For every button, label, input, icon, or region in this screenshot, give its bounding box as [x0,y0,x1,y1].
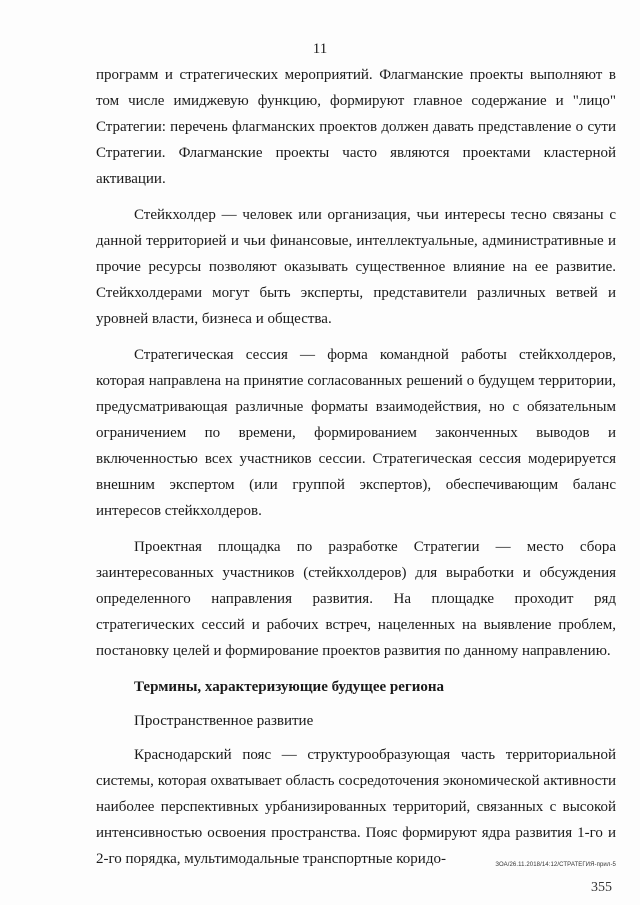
paragraph-flagship-projects: программ и стратегических мероприятий. Флагманские проекты выполняют в том числе имиджевую функцию, формируют главное содержание и "лицо" Стратегии: перечень флагманских проектов должен давать представление о сути Стратегии. Флагманские проекты часто являются проектами кластерной активации. [96,67,616,187]
page-number: 11 [312,41,328,57]
paragraph-krasnodar-belt: Краснодарский пояс — структурообразующая часть территориальной системы, которая охватывает область сосредоточения экономической активности наиболее перспективных урбанизированных территорий, связанных с высокой интенсивностью освоения пространства. Пояс формируют ядра развития 1-го и 2-го порядка, мультимодальные транспортные коридо- [96,747,616,867]
section-heading: Термины, характеризующие будущее региона [134,679,445,695]
footer-document-code: ЗОА/26.11.2018/14:12/СТРАТЕГИЯ-прил-5 [495,862,616,868]
section-subheading: Пространственное развитие [134,713,314,729]
handwritten-page-stamp: 355 [591,880,612,895]
document-body [96,62,616,882]
paragraph-project-platform: Проектная площадка по разработке Стратегии — место сбора заинтересованных участников (стейкхолдеров) для выработки и обсуждения определенного направления развития. На площадке проходит ряд стратегических сессий и рабочих встреч, нацеленных на выявление проблем, постановку целей и формирование проектов развития по данному направлению. [96,539,616,659]
paragraph-stakeholder: Стейкхолдер — человек или организация, чьи интересы тесно связаны с данной территорией и чьи финансовые, интеллектуальные, административные и прочие ресурсы позволяют оказывать существенное влияние на ее развитие. Стейкхолдерами могут быть эксперты, представители различных ветвей и уровней власти, бизнеса и общества. [96,207,616,327]
paragraph-strategic-session: Стратегическая сессия — форма командной работы стейкхолдеров, которая направлена на принятие согласованных решений о будущем территории, предусматривающая различные форматы взаимодействия, но с обязательным ограничением по времени, формированием законченных выводов и включенностью всех участников сессии. Стратегическая сессия модерируется внешним экспертом (или группой экспертов), обеспечивающим баланс интересов стейкхолдеров. [96,347,616,519]
